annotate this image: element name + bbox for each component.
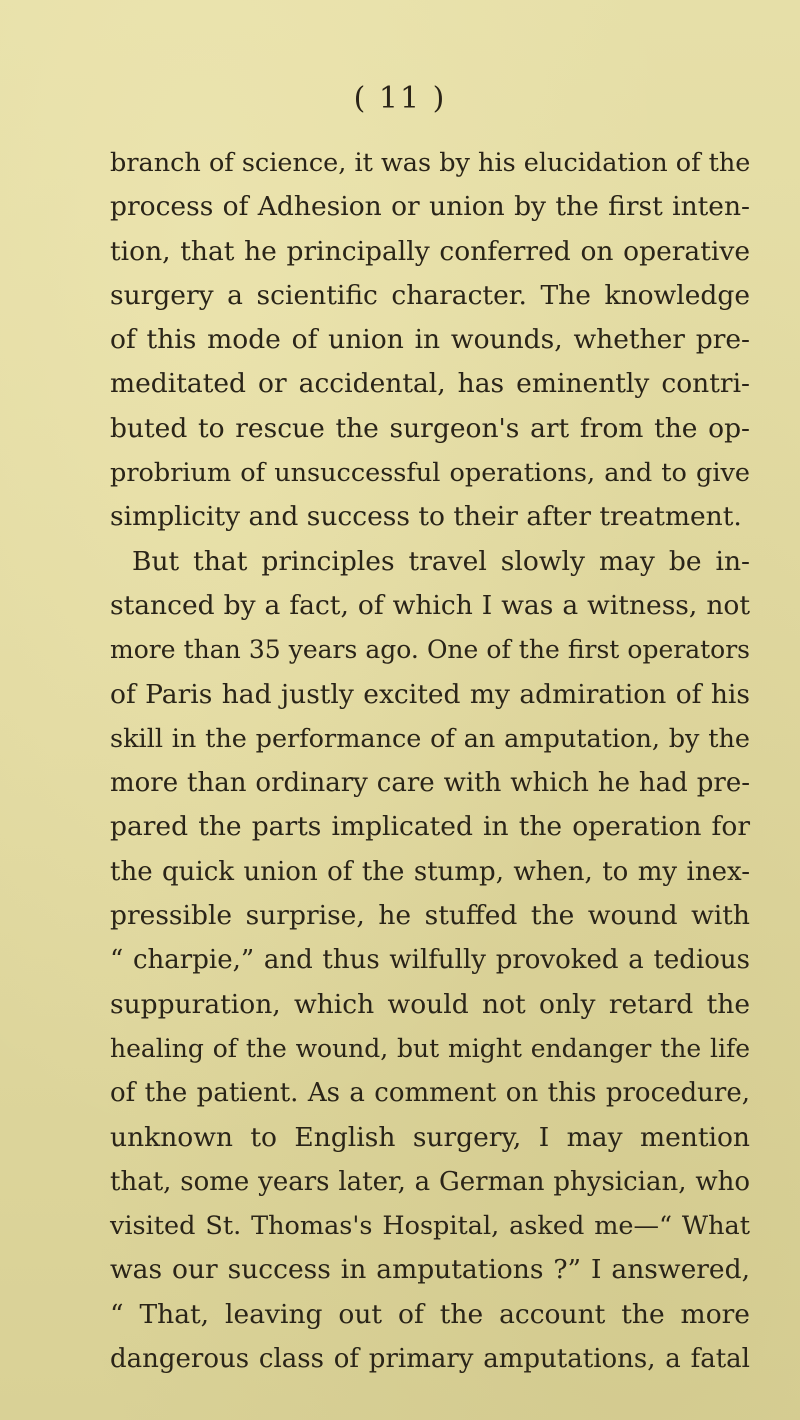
text-line: visited St. Thomas's Hospital, asked me—“ What [110,1211,750,1242]
text-line: pared the parts implicated in the operation for [110,811,750,843]
text-line: more than 35 years ago. One of the first operators [110,635,750,665]
text-line: buted to rescue the surgeon's art from the op- [110,412,750,444]
text-line: probrium of unsuccessful operations, and to give [110,458,750,489]
text-line: stanced by a fact, of which I was a witness, not [110,589,750,621]
text-line: was our success in amputations ?” I answered, [110,1254,750,1286]
text-line: branch of science, it was by his elucidation of the [110,148,751,178]
text-line: dangerous class of primary amputations, a fatal [110,1344,750,1375]
text-line: meditated or accidental, has eminently contri- [110,368,750,400]
text-line: “ charpie,” and thus wilfully provoked a tedious [110,945,750,976]
text-line: that, some years later, a German physician, who [110,1166,750,1197]
text-line: the quick union of the stump, when, to my inex- [110,856,750,887]
text-line: But that principles travel slowly may be in- [132,545,750,577]
body-text [110,141,750,1381]
text-line: simplicity and success to their after treatment. [110,501,742,533]
text-line: process of Adhesion or union by the first inten- [110,191,750,223]
text-line: surgery a scientific character. The knowledge [110,279,750,311]
text-line: unknown to English surgery, I may mention [110,1121,750,1153]
page-number: ( 11 ) [353,81,447,116]
text-line: more than ordinary care with which he had pre- [110,768,750,799]
text-line: of this mode of union in wounds, whether pre- [110,324,750,356]
text-line: of Paris had justly excited my admiration of his [110,678,750,710]
text-line: healing of the wound, but might endanger the life [110,1033,750,1063]
text-line: “ That, leaving out of the account the more [110,1298,750,1330]
text-line: of the patient. As a comment on this procedure, [110,1078,750,1109]
text-line: tion, that he principally conferred on operative [110,235,750,267]
text-line: pressible surprise, he stuffed the wound with [110,900,750,932]
text-line: skill in the performance of an amputation, by the [110,723,750,754]
text-line: suppuration, which would not only retard the [110,988,750,1020]
